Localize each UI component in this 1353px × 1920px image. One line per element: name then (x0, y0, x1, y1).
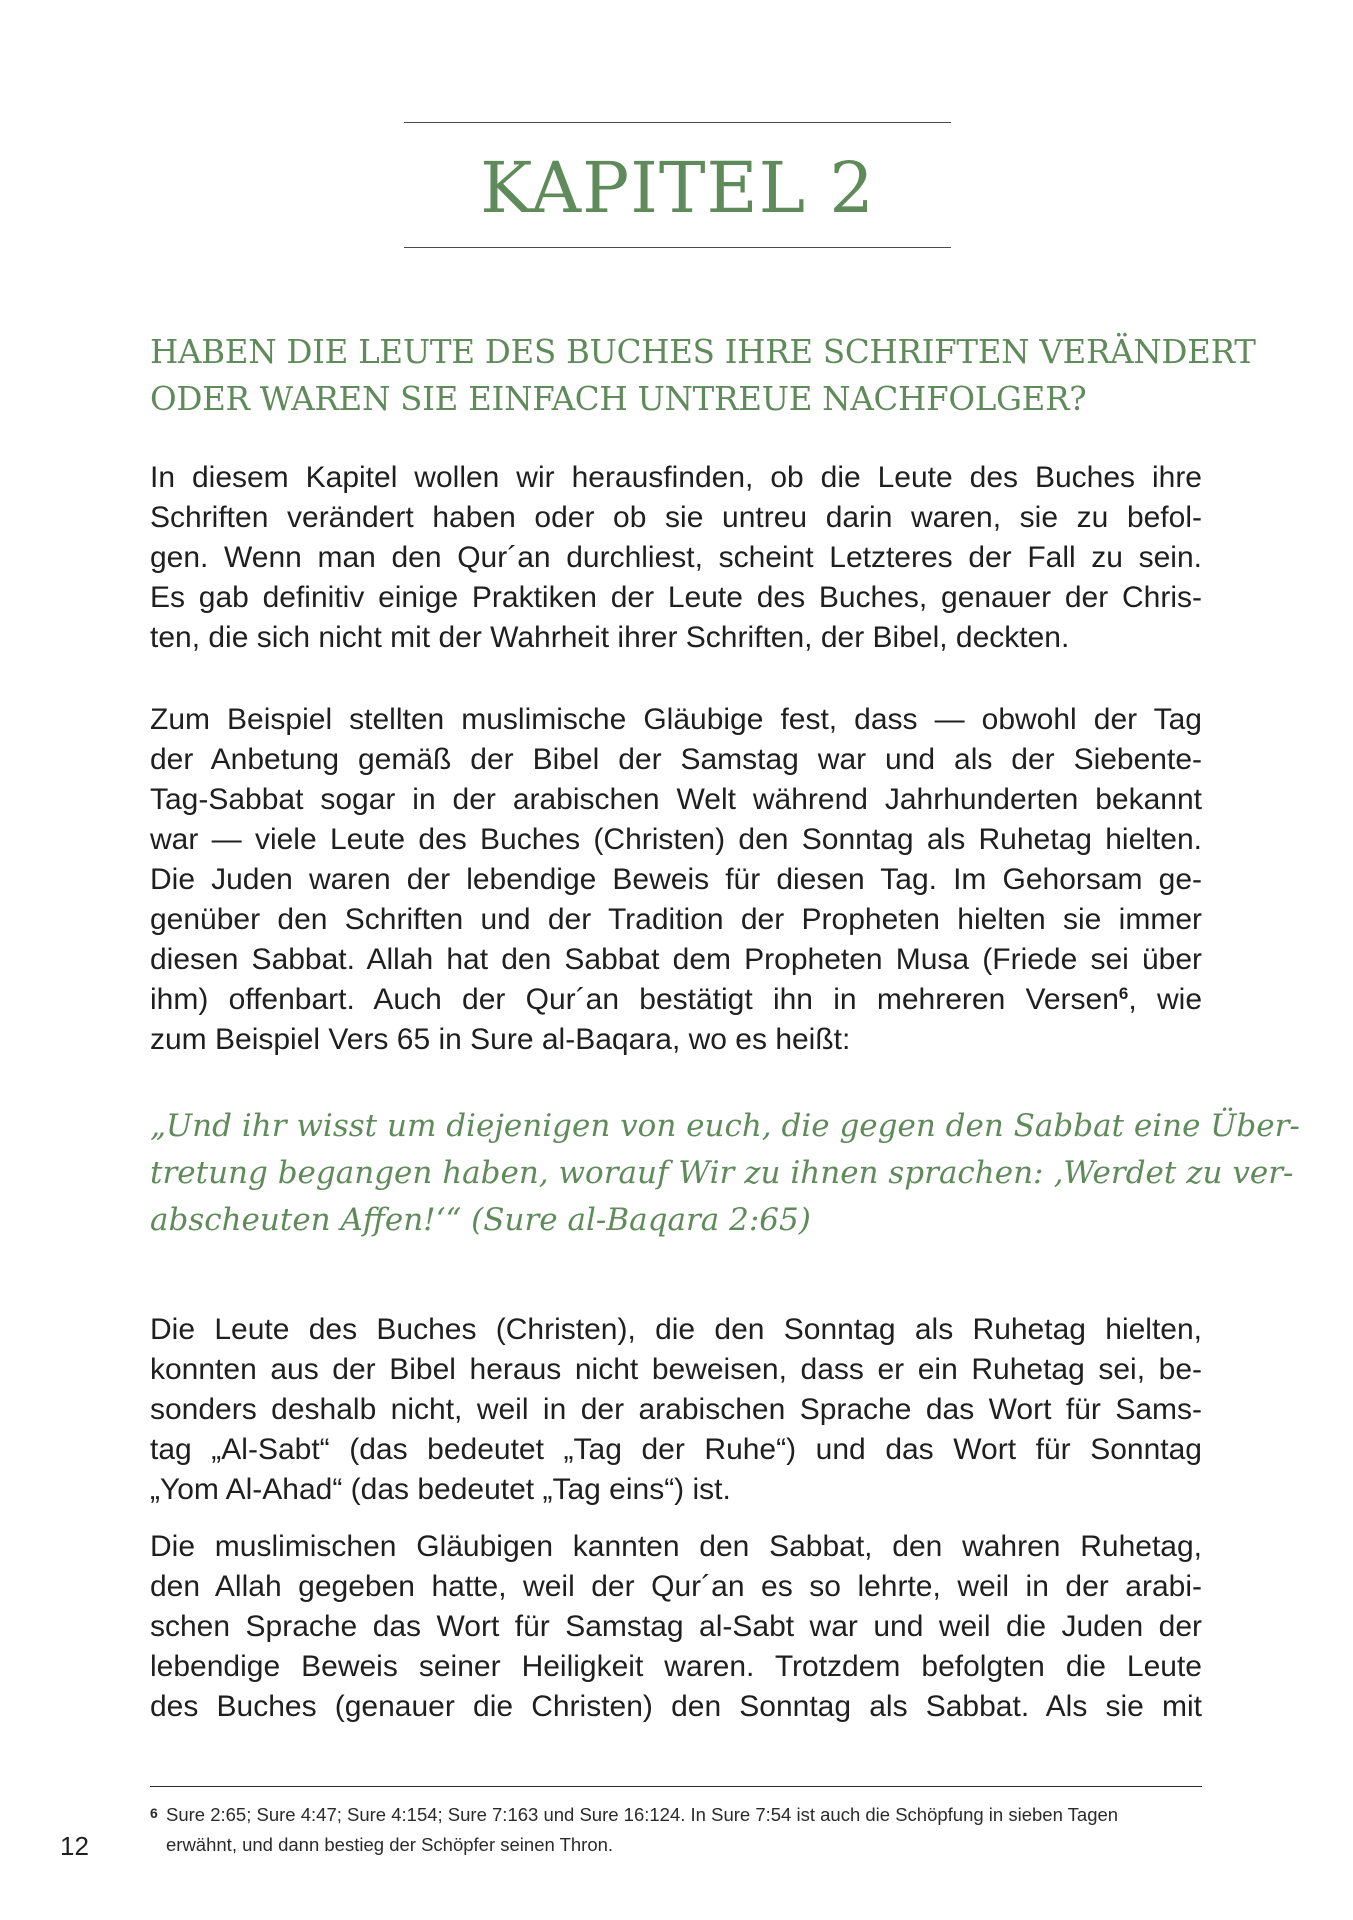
footnote-line: erwähnt, und dann bestieg der Schöpfer seinen Thron. (166, 1834, 614, 1855)
quote-line: tretung begangen haben, worauf Wir zu ihnen sprachen: ‚Werdet zu ver- (150, 1155, 1294, 1191)
text-line: konnten aus der Bibel heraus nicht beweisen, dass er ein Ruhetag sei, be- (150, 1353, 1202, 1386)
chapter-rule-top (404, 122, 951, 123)
footnote-reference: 6 (1118, 984, 1129, 1003)
text-line: In diesem Kapitel wollen wir herausfinden, ob die Leute des Buches ihre (150, 461, 1202, 494)
text-line-with-footnote (150, 980, 1202, 1020)
text-line-part: , wie (1128, 983, 1203, 1016)
text-line: gen. Wenn man den Qur´an durchliest, scheint Letzteres der Fall zu sein. (150, 541, 1202, 574)
quran-quote (150, 1103, 1300, 1244)
footnote (150, 1800, 1202, 1860)
footnote-divider (150, 1786, 1202, 1787)
section-heading (150, 329, 1256, 423)
chapter-title: KAPITEL 2 (480, 147, 875, 229)
text-line: zum Beispiel Vers 65 in Sure al-Baqara, wo es heißt: (150, 1023, 851, 1056)
quote-line: abscheuten Affen!‘“ (Sure al-Baqara 2:65) (150, 1202, 811, 1238)
text-line: Die Leute des Buches (Christen), die den Sonntag als Ruhetag hielten, (150, 1313, 1202, 1346)
text-line: genüber den Schriften und der Tradition der Propheten hielten sie immer (150, 903, 1202, 936)
text-line: Zum Beispiel stellten muslimische Gläubige fest, dass — obwohl der Tag (150, 703, 1202, 736)
text-line: Schriften verändert haben oder ob sie untreu darin waren, sie zu befol- (150, 501, 1202, 534)
paragraph-sunday (150, 1310, 1202, 1510)
page-number: 12 (60, 1831, 89, 1861)
text-line: des Buches (genauer die Christen) den Sonntag als Sabbat. Als sie mit (150, 1690, 1202, 1723)
text-line: tag „Al-Sabt“ (das bedeutet „Tag der Ruhe“) und das Wort für Sonntag (150, 1433, 1202, 1466)
footnote-line: Sure 2:65; Sure 4:47; Sure 4:154; Sure 7:163 und Sure 16:124. In Sure 7:54 ist auch die Schöpfung in sieben Tagen (166, 1804, 1119, 1825)
paragraph-intro (150, 458, 1202, 658)
footnote-mark: 6 (150, 1805, 158, 1821)
section-heading-line: ODER WAREN SIE EINFACH UNTREUE NACHFOLGER? (150, 380, 1087, 418)
text-line: war — viele Leute des Buches (Christen) den Sonntag als Ruhetag hielten. (150, 823, 1202, 856)
text-line: den Allah gegeben hatte, weil der Qur´an es so lehrte, weil in der arabi- (150, 1570, 1202, 1603)
footnote-text (150, 1800, 1202, 1860)
text-line: Tag-Sabbat sogar in der arabischen Welt während Jahrhunderten bekannt (150, 783, 1202, 816)
paragraph-believers (150, 1527, 1202, 1727)
text-line: schen Sprache das Wort für Samstag al-Sabt war und weil die Juden der (150, 1610, 1202, 1643)
text-line: „Yom Al-Ahad“ (das bedeutet „Tag eins“) ist. (150, 1473, 731, 1506)
text-line: diesen Sabbat. Allah hat den Sabbat dem Propheten Musa (Friede sei über (150, 943, 1202, 976)
text-line: lebendige Beweis seiner Heiligkeit waren. Trotzdem befolgten die Leute (150, 1650, 1202, 1683)
text-line: Die muslimischen Gläubigen kannten den Sabbat, den wahren Ruhetag, (150, 1530, 1202, 1563)
quote-line: „Und ihr wisst um diejenigen von euch, die gegen den Sabbat eine Über- (150, 1108, 1300, 1144)
text-line: Es gab definitiv einige Praktiken der Leute des Buches, genauer der Chris- (150, 581, 1202, 614)
chapter-rule-bottom (404, 247, 951, 248)
paragraph-example (150, 700, 1202, 1060)
text-line-part: ihm) offenbart. Auch der Qur´an bestätigt ihn in mehreren Versen (150, 983, 1119, 1016)
section-heading-line: HABEN DIE LEUTE DES BUCHES IHRE SCHRIFTEN VERÄNDERT (150, 333, 1256, 371)
text-line: der Anbetung gemäß der Bibel der Samstag war und als der Siebente- (150, 743, 1202, 776)
text-line: sonders deshalb nicht, weil in der arabischen Sprache das Wort für Sams- (150, 1393, 1202, 1426)
text-line: Die Juden waren der lebendige Beweis für diesen Tag. Im Gehorsam ge- (150, 863, 1202, 896)
text-line: ten, die sich nicht mit der Wahrheit ihrer Schriften, der Bibel, deckten. (150, 621, 1070, 654)
